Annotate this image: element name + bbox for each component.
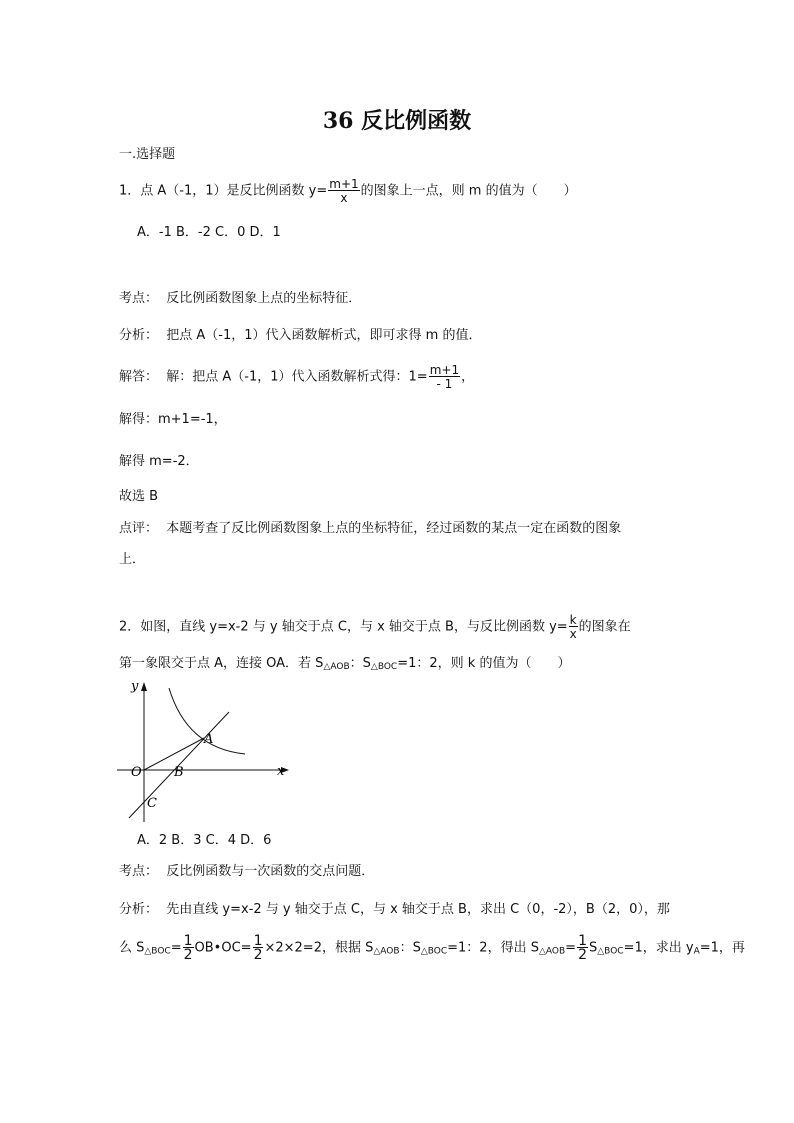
q1-kaodian-text: 反比例函数图象上点的坐标特征． <box>166 291 362 306</box>
q1-stem-pre: 1．点 A（-1，1）是反比例函数 y= <box>119 183 328 199</box>
q2-stem-post: 的图象在 <box>578 619 631 635</box>
l3-f1-num: 1 <box>183 933 193 949</box>
q1-step1: 解得：m+1=-1， <box>119 412 227 427</box>
q1-frac-den: x <box>340 191 348 205</box>
q1-dianping <box>119 520 621 538</box>
l3-j: =1，再 <box>699 940 745 956</box>
label-b: B <box>174 765 184 780</box>
l3-f3-den: 2 <box>578 947 587 963</box>
q1-stem <box>119 178 577 204</box>
l3-f3-num: 1 <box>578 933 587 949</box>
l3-sub3: △BOC <box>420 946 448 957</box>
q2-stem-line2 <box>119 655 570 676</box>
q1-fraction <box>328 178 359 204</box>
q2-fenxi-line2 <box>119 935 745 961</box>
q1-step2: 解得 m=-2． <box>119 454 199 469</box>
q2-frac-num: k <box>569 613 577 627</box>
q2-kaodian-text: 反比例函数与一次函数的交点问题． <box>166 864 375 879</box>
q2-line2-sub2: △BOC <box>370 662 398 672</box>
q1-jieda-fraction <box>429 364 460 390</box>
l3-sub5: △BOC <box>597 946 624 957</box>
q2-line2-post: =1：2，则 k 的值为（ ） <box>397 656 571 671</box>
section-heading: 一.选择题 <box>119 147 176 162</box>
l3-a: 么 S <box>119 940 145 956</box>
q1-fenxi-label: 分析： <box>119 328 159 343</box>
q1-kaodian <box>119 290 361 308</box>
q2-frac-den: x <box>569 627 577 641</box>
l3-sub2: △AOB <box>373 946 400 957</box>
l3-c: OB•OC= <box>194 940 252 956</box>
q2-kaodian-label: 考点： <box>119 864 159 879</box>
l3-b: = <box>170 940 182 956</box>
l3-h: S <box>588 940 598 956</box>
y-axis-arrow <box>141 682 147 691</box>
l3-g: = <box>565 940 577 956</box>
q2-fraction <box>569 614 578 640</box>
l3-f2-num: 1 <box>253 933 263 949</box>
q1-jieda-den: - 1 <box>436 377 453 391</box>
l3-frac1 <box>183 935 194 961</box>
q2-graph <box>117 678 293 822</box>
label-c: C <box>147 796 157 811</box>
label-x: x <box>277 764 285 779</box>
q2-fenxi <box>119 901 670 919</box>
q2-line2-sub1: △AOB <box>323 662 350 672</box>
q1-jieda-post: ， <box>461 369 475 385</box>
q1-dianping-line1: 本题考查了反比例函数图象上点的坐标特征，经过函数的某点一定在函数的图象 <box>166 521 622 536</box>
q2-fenxi-line1: 先由直线 y=x-2 与 y 轴交于点 C，与 x 轴交于点 B，求出 C（0，-2），B（2，0），那 <box>166 902 670 917</box>
l3-f1-den: 2 <box>183 947 193 963</box>
q2-line2-pre: 第一象限交于点 A，连接 OA．若 S <box>119 656 324 671</box>
l3-f2-den: 2 <box>253 947 263 963</box>
l3-sub4: △AOB <box>538 946 566 957</box>
q1-fenxi <box>119 327 481 345</box>
q1-frac-num: m+1 <box>329 177 359 191</box>
label-a: A <box>204 732 214 747</box>
q1-choice: 故选 B <box>119 489 159 504</box>
label-y: y <box>131 679 139 694</box>
q2-line2-mid: ：S <box>349 656 371 671</box>
l3-d: ×2×2=2，根据 S <box>264 940 374 956</box>
q2-fenxi-label: 分析： <box>119 902 159 917</box>
l3-sub6: A <box>693 946 700 957</box>
q1-stem-post: 的图象上一点，则 m 的值为（ ） <box>360 183 577 199</box>
l3-i: =1，求出 y <box>623 940 694 956</box>
q2-stem-pre: 2．如图，直线 y=x-2 与 y 轴交于点 C，与 x 轴交于点 B，与反比例函数 y= <box>119 619 568 635</box>
q1-jieda-num: m+1 <box>429 363 460 377</box>
q1-fenxi-text: 把点 A（-1，1）代入函数解析式，即可求得 m 的值． <box>166 328 482 343</box>
q2-options: A．2 B．3 C．4 D．6 <box>137 833 272 848</box>
l3-sub1: △BOC <box>144 946 171 957</box>
q1-dianping-line2: 上． <box>119 552 146 567</box>
l3-e: ：S <box>399 940 421 956</box>
q1-jieda-pre: 解：把点 A（-1，1）代入函数解析式得：1= <box>166 369 428 385</box>
q1-options: A．-1 B．-2 C．0 D．1 <box>137 225 281 240</box>
q2-stem <box>119 614 631 640</box>
label-o: O <box>131 765 142 780</box>
page-title: 36 反比例函数 <box>322 108 472 134</box>
q1-jieda-label: 解答： <box>119 369 159 385</box>
q1-jieda <box>119 364 474 390</box>
q1-dianping-label: 点评： <box>119 521 159 536</box>
q1-kaodian-label: 考点： <box>119 291 159 306</box>
l3-f: =1：2，得出 S <box>447 940 539 956</box>
q2-kaodian <box>119 863 374 881</box>
l3-frac2 <box>253 935 264 961</box>
l3-frac3 <box>577 935 588 961</box>
